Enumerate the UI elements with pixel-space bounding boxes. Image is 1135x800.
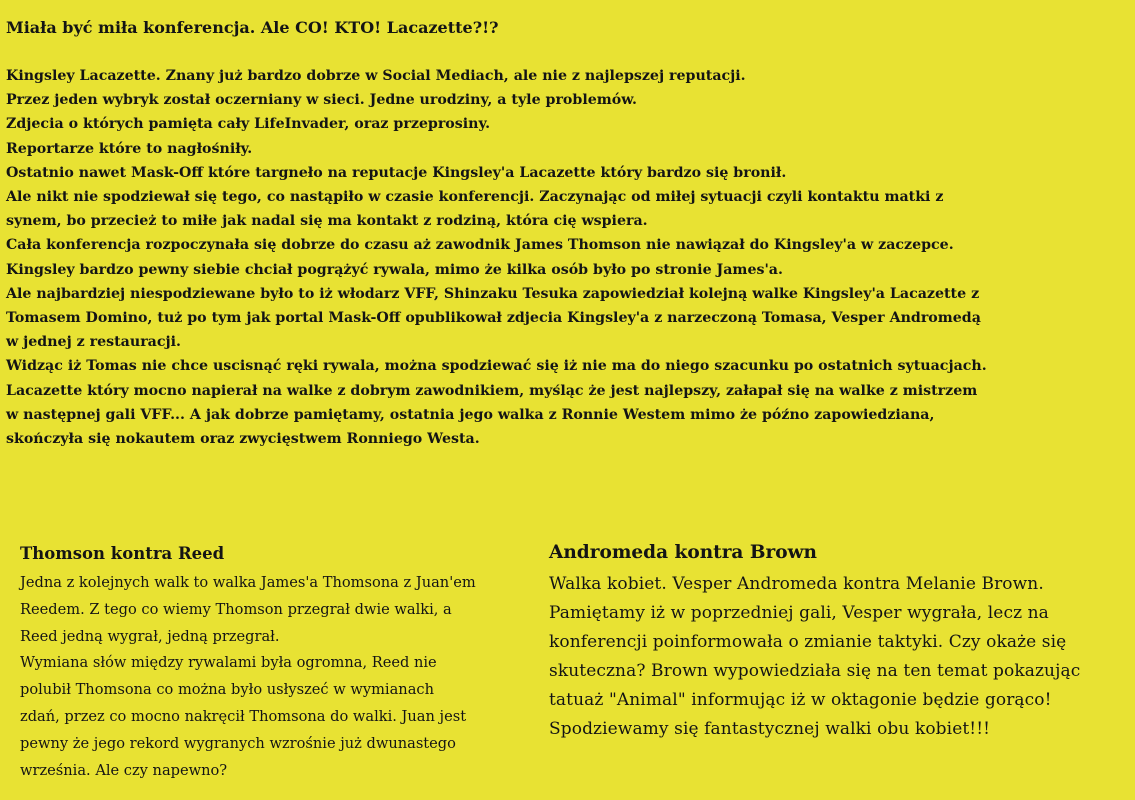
article-line: Reportarze które to nagłośniły. (6, 140, 253, 157)
right-column-line: tatuaż "Animal" informując iż w oktagonie będzie gorąco! (549, 690, 1052, 710)
right-column-line: konferencji poinformowała o zmianie taktyki. Czy okaże się (549, 632, 1067, 652)
right-column-section (549, 540, 1129, 744)
left-column-heading: Thomson kontra Reed (20, 544, 225, 563)
right-column-line: Pamiętamy iż w poprzedniej gali, Vesper wygrała, lecz na (549, 603, 1049, 623)
right-column-line: Spodziewamy się fantastycznej walki obu kobiet!!! (549, 719, 991, 739)
article-line: w jednej z restauracji. (6, 334, 181, 351)
article-line: w następnej gali VFF... A jak dobrze pamiętamy, ostatnia jego walka z Ronnie Westem mimo że późno zapowiedziana, (6, 406, 935, 423)
article-line: Ale nikt nie spodziewał się tego, co nastąpiło w czasie konferencji. Zaczynając od miłej sytuacji czyli kontaktu matki z (6, 189, 944, 206)
article-title: Miała być miła konferencja. Ale CO! KTO! Lacazette?!? (6, 18, 499, 37)
article-line: Ale najbardziej niespodziewane było to iż włodarz VFF, Shinzaku Tesuka zapowiedział kolejną walke Kingsley'a Lacazette z (6, 285, 980, 302)
main-article (6, 16, 1116, 451)
article-line: Kingsley bardzo pewny siebie chciał pogrążyć rywala, mimo że kilka osób było po stronie James'a. (6, 261, 783, 278)
left-column-line: Jedna z kolejnych walk to walka James'a Thomsona z Juan'em (20, 574, 476, 591)
left-column-body (20, 570, 540, 784)
left-column-line: polubił Thomsona co można było usłyszeć w wymianach (20, 681, 434, 699)
left-column-line: pewny że jego rekord wygranych wzrośnie już dwunastego (20, 734, 456, 752)
left-column-line: Reed jedną wygrał, jedną przegrał. (20, 627, 280, 645)
article-line: Przez jeden wybryk został oczerniany w sieci. Jedne urodziny, a tyle problemów. (6, 92, 637, 109)
left-column-line: Wymiana słów między rywalami była ogromna, Reed nie (20, 654, 437, 672)
article-line: synem, bo przecież to miłe jak nadal się ma kontakt z rodziną, która cię wspiera. (6, 213, 648, 230)
left-column-line: Reedem. Z tego co wiemy Thomson przegrał dwie walki, a (20, 600, 452, 618)
right-column-line: skuteczna? Brown wypowiedziała się na ten temat pokazując (549, 661, 1081, 681)
article-line: Cała konferencja rozpoczynała się dobrze do czasu aż zawodnik James Thomson nie nawiązał do Kingsley'a w zaczepce. (6, 237, 954, 254)
right-column-heading: Andromeda kontra Brown (549, 542, 817, 563)
article-line: skończyła się nokautem oraz zwycięstwem Ronniego Westa. (6, 431, 480, 448)
article-line: Lacazette który mocno napierał na walke z dobrym zawodnikiem, myśląc że jest najlepszy, załapał się na walke z mistrzem (6, 382, 978, 399)
article-line: Kingsley Lacazette. Znany już bardzo dobrze w Social Mediach, ale nie z najlepszej reputacji. (6, 68, 746, 84)
left-column-line: zdań, przez co mocno nakręcił Thomsona do walki. Juan jest (20, 707, 467, 725)
article-line: Tomasem Domino, tuż po tym jak portal Mask-Off opublikował zdjecia Kingsley'a z narzeczoną Tomasa, Vesper Andromedą (6, 310, 981, 327)
right-column-line: Walka kobiet. Vesper Andromeda kontra Melanie Brown. (549, 574, 1044, 594)
left-column-line: września. Ale czy napewno? (20, 761, 228, 779)
left-column-section (20, 542, 540, 784)
article-line: Widząc iż Tomas nie chce uscisnąć ręki rywala, można spodziewać się iż nie ma do niego szacunku po ostatnich sytuacjach. (6, 358, 987, 375)
article-line: Zdjecia o których pamięta cały LifeInvader, oraz przeprosiny. (6, 116, 491, 133)
article-line: Ostatnio nawet Mask-Off które targneło na reputacje Kingsley'a Lacazette który bardzo się bronił. (6, 164, 787, 181)
right-column-body (549, 570, 1129, 744)
article-body (6, 64, 1116, 451)
